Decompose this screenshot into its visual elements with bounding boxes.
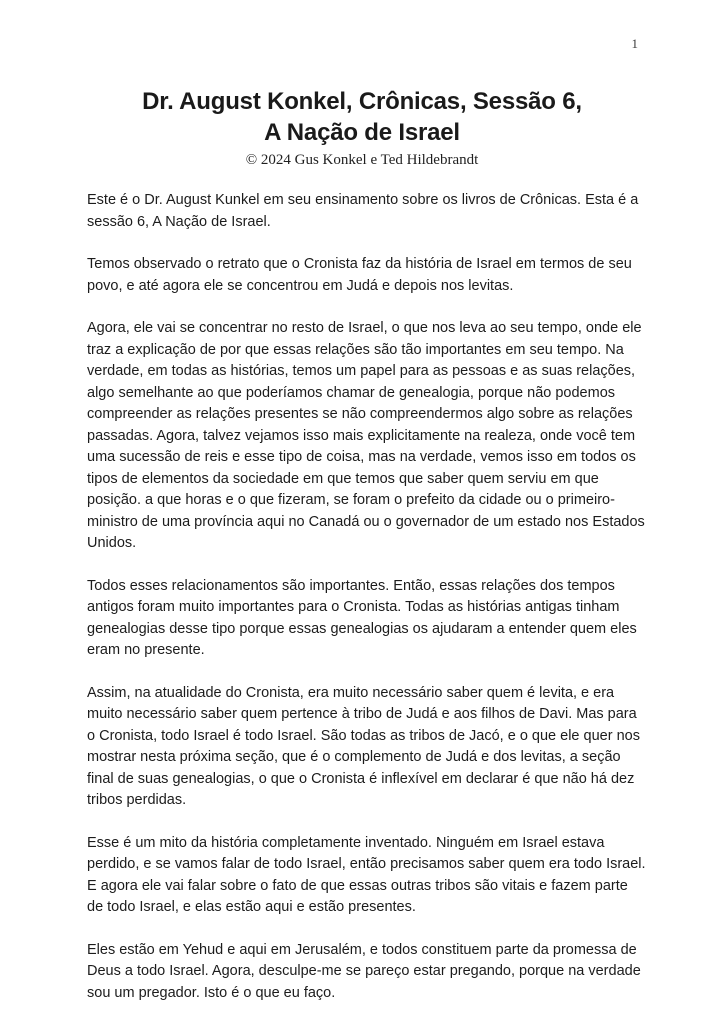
paragraph: Esse é um mito da história completamente inventado. Ninguém em Israel estava perdido, e se vamos falar de todo Israel, então precisamos saber quem era todo Israel. E agora ele vai falar sobre o fato de que essas outras tribos são vitais e fazem parte de todo Israel, e elas estão aqui e estão presentes. <box>87 834 646 915</box>
copyright-line: © 2024 Gus Konkel e Ted Hildebrandt <box>245 152 479 168</box>
paragraph: Este é o Dr. August Kunkel em seu ensinamento sobre os livros de Crônicas. Esta é a sessão 6, A Nação de Israel. <box>87 192 639 230</box>
paragraph: Assim, na atualidade do Cronista, era muito necessário saber quem é levita, e era muito necessário saber quem pertence à tribo de Judá e aos filhos de Davi. Mas para o Cronista, todo Israel é todo Israel. São todas as tribos de Jacó, e o que ele quer nos mostrar nesta próxima seção, que é o complemento de Judá e dos levitas, a seção final de suas genealogias, o que o Cronista é inflexível em declarar é que não há dez tribos perdidas. <box>87 684 640 808</box>
document-body <box>87 190 647 1004</box>
paragraph: Todos esses relacionamentos são importantes. Então, essas relações dos tempos antigos foram muito importantes para o Cronista. Todas as histórias antigas tinham genealogias desse tipo porque essas genealogias os ajudaram a entender quem eles eram no presente. <box>87 577 637 658</box>
title-line-2: A Nação de Israel <box>264 119 460 146</box>
page-number: 1 <box>631 36 638 51</box>
paragraph: Temos observado o retrato que o Cronista faz da história de Israel em termos de seu povo, e até agora ele se concentrou em Judá e depois nos levitas. <box>87 256 632 294</box>
paragraph: Eles estão em Yehud e aqui em Jerusalém, e todos constituem parte da promessa de Deus a todo Israel. Agora, desculpe-me se pareço estar pregando, porque na verdade sou um pregador. Isto é o que eu faço. <box>87 941 641 1001</box>
title-block <box>0 86 724 170</box>
document-title <box>0 86 724 148</box>
paragraph: Agora, ele vai se concentrar no resto de Israel, o que nos leva ao seu tempo, onde ele traz a explicação de por que essas relações são tão importantes em seu tempo. Na verdade, em todas as histórias, temos um papel para as pessoas e as suas relações, algo semelhante ao que poderíamos chamar de genealogia, porque não podemos compreender as relações presentes se não compreendermos algo sobre as relações passadas. Agora, talvez vejamos isso mais explicitamente na realeza, onde você tem uma sucessão de reis e esse tipo de coisa, mas na verdade, vemos isso em todos os tipos de elementos da sociedade em que temos que saber quem serviu em que posição. a que horas e o que fizeram, se foram o prefeito da cidade ou o primeiro-ministro de uma província aqui no Canadá ou o governador de um estado nos Estados Unidos. <box>87 320 645 551</box>
title-line-1: Dr. August Konkel, Crônicas, Sessão 6, <box>142 88 582 115</box>
